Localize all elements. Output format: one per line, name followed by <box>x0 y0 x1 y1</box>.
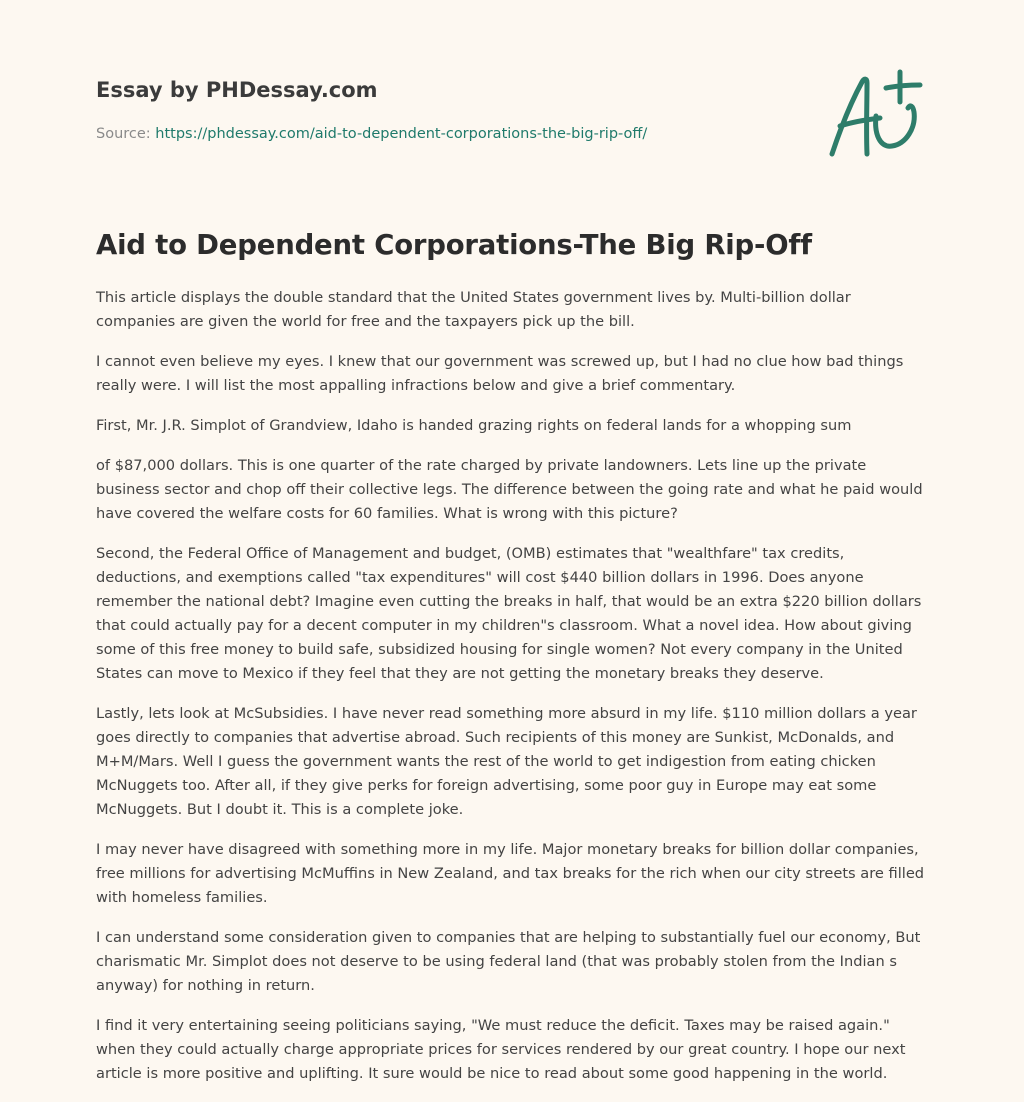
page-header <box>96 76 928 176</box>
source-link[interactable]: https://phdessay.com/aid-to-dependent-corporations-the-big-rip-off/ <box>155 126 648 142</box>
source-label: Source: <box>96 126 156 142</box>
article-paragraph: Second, the Federal Office of Management and budget, (OMB) estimates that "wealthfare" tax credits, deductions, and exemptions called "tax expenditures" will cost $440 billion dollars in 1996. Does anyone remember the national debt? Imagine even cutting the breaks in half, that would be an extra $220 billion dollars that could actually pay for a decent computer in my children"s classroom. What a novel idea. How about giving some of this free money to build safe, subsidized housing for single women? Not every company in the United States can move to Mexico if they feel that they are not getting the monetary breaks they deserve. <box>96 545 922 682</box>
article-paragraph: I find it very entertaining seeing politicians saying, "We must reduce the deficit. Taxes may be raised again." when they could actually charge appropriate prices for services rendered by our great country. I hope our next article is more positive and uplifting. It sure would be nice to read about some good happening in the world. <box>96 1017 906 1082</box>
article-paragraph: of $87,000 dollars. This is one quarter of the rate charged by private landowners. Lets line up the private business sector and chop off their collective legs. The difference between the going rate and what he paid would have covered the welfare costs for 60 families. What is wrong with this picture? <box>96 457 923 522</box>
article-title: Aid to Dependent Corporations-The Big Rip-Off <box>96 229 812 261</box>
article-paragraph: I cannot even believe my eyes. I knew that our government was screwed up, but I had no clue how bad things really were. I will list the most appalling infractions below and give a brief commentary. <box>96 353 904 394</box>
article-paragraph: This article displays the double standard that the United States government lives by. Multi-billion dollar companies are given the world for free and the taxpayers pick up the bill. <box>96 289 851 330</box>
source-line <box>96 124 647 144</box>
a-plus-logo-icon <box>824 68 928 164</box>
article-paragraph: I can understand some consideration given to companies that are helping to substantially fuel our economy, But charismatic Mr. Simplot does not deserve to be using federal land (that was probably stolen from the Indian s anyway) for nothing in return. <box>96 929 921 994</box>
article <box>96 226 930 1102</box>
site-brand: Essay by PHDessay.com <box>96 78 378 102</box>
article-paragraph: First, Mr. J.R. Simplot of Grandview, Idaho is handed grazing rights on federal lands for a whopping sum <box>96 417 852 434</box>
article-paragraph: I may never have disagreed with something more in my life. Major monetary breaks for billion dollar companies, free millions for advertising McMuffins in New Zealand, and tax breaks for the rich when our city streets are filled with homeless families. <box>96 841 925 906</box>
article-paragraph: Lastly, lets look at McSubsidies. I have never read something more absurd in my life. $110 million dollars a year goes directly to companies that advertise abroad. Such recipients of this money are Sunkist, McDonalds, and M+M/Mars. Well I guess the government wants the rest of the world to get indigestion from eating chicken McNuggets too. After all, if they give perks for foreign advertising, some poor guy in Europe may eat some McNuggets. But I doubt it. This is a complete joke. <box>96 705 917 818</box>
